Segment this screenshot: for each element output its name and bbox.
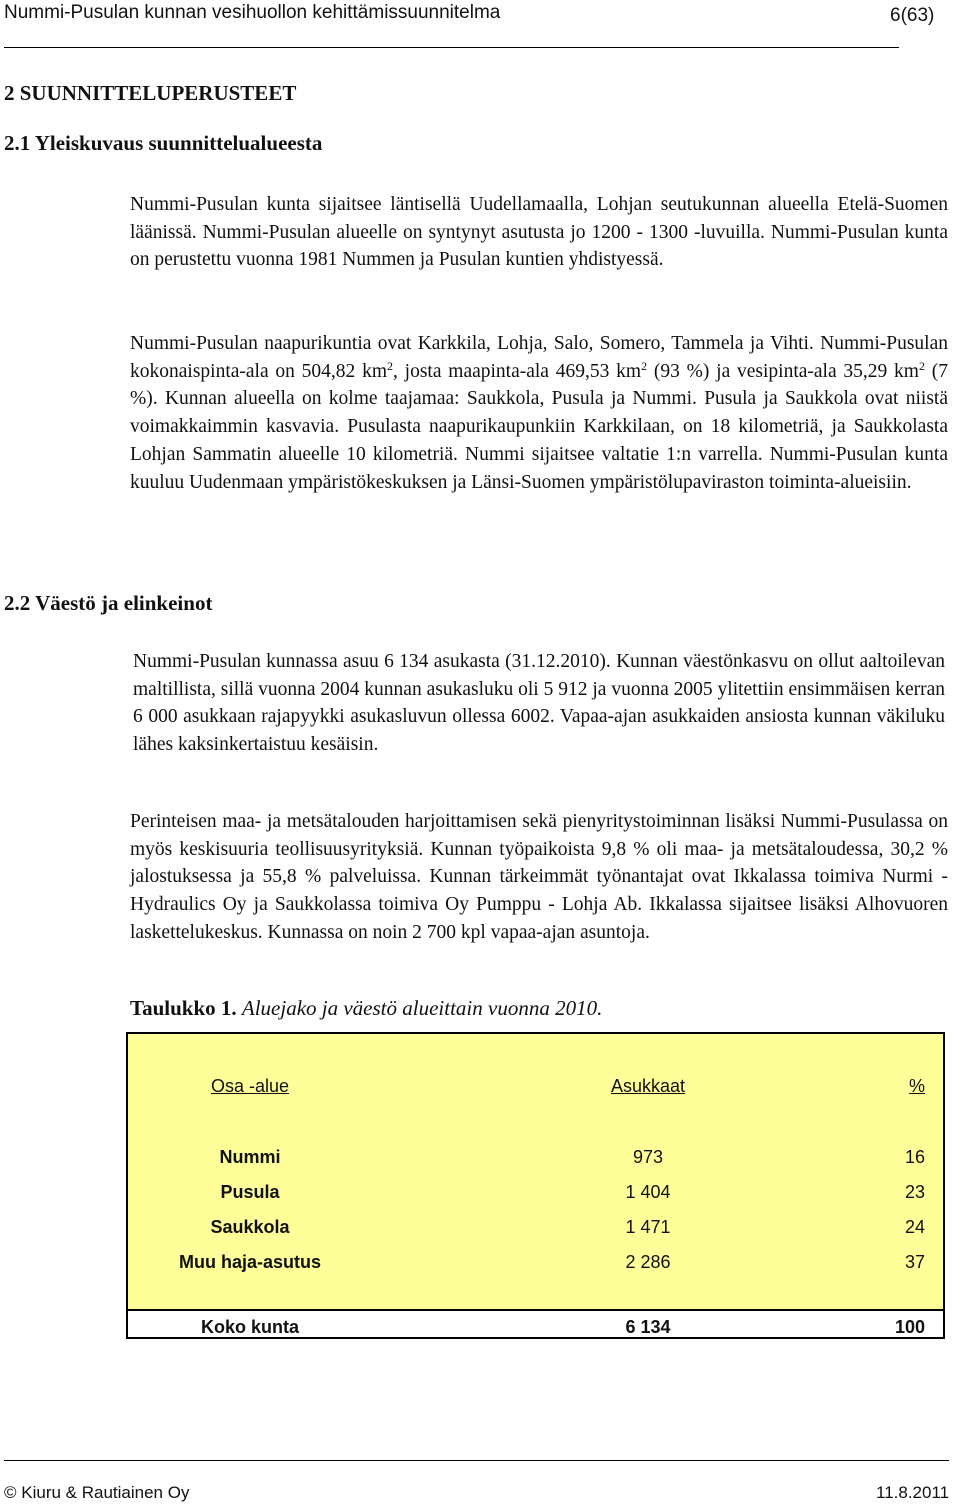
paragraph-industry: Perinteisen maa- ja metsätalouden harjoittamisen sekä pienyritystoiminnan lisäksi Nummi-Pusulassa on myös keskisuuria teollisuusyrityksiä. Kunnan työpaikoista 9,8 % oli maa- ja metsätaloudessa, 30,2 % jalostuksessa ja 55,8 % palveluissa. Kunnan tärkeimmät työnantajat ovat Ikkalassa toimiva Nurmi - Hydraulics Oy ja Saukkolassa toimiva Oy Pumppu - Lohja Ab. Ikkalassa sijaitsee lisäksi Alhovuoren laskettelukeskus. Kunnassa on noin 2 700 kpl vapaa-ajan asuntoja.: [130, 811, 948, 943]
paragraph-location: Nummi-Pusulan kunta sijaitsee läntisellä Uudellamaalla, Lohjan seutukunnan alueella Etelä-Suomen läänissä. Nummi-Pusulan alueelle on syntynyt asutusta jo 1200 - 1300 -luvuilla. Nummi-Pusulan kunta on perustettu vuonna 1981 Nummen ja Pusulan kuntien yhdistyessä.: [130, 194, 948, 271]
table-row-residents: 1 404: [625, 1182, 671, 1202]
section-heading-2-2: 2.2 Väestö ja elinkeinot: [4, 591, 213, 615]
footer-company: © Kiuru & Rautiainen Oy: [4, 1483, 190, 1502]
total-row-percent: 100: [894, 1317, 925, 1337]
table-row-percent: 37: [904, 1252, 925, 1272]
paragraph-neighbours: Nummi-Pusulan naapurikuntia ovat Karkkila, Lohja, Salo, Somero, Tammela ja Vihti. Nummi-Pusulan kokonaispinta-ala on 504,82 $km^2$, josta maapinta-ala 469,53 $km^2$ (93 %) ja vesipinta-ala 35,29 $km^2$ (7 %). Kunnan alueella on kolme taajamaa: Saukkola, Pusula ja Nummi. Pusula ja Saukkola ovat niistä voimakkaimmin kasvavia. Pusulasta naapurikaupunkiin Karkkilaan, on 18 kilometriä, ja Saukkolasta Lohjan Sammatin alueelle 10 kilometriä. Nummi sijaitsee valtatie 1:n varrella. Nummi-Pusulan kunta kuuluu Uudenmaan ympäristökeskuksen ja Länsi-Suomen ympäristölupaviraston toiminta-alueisiin.: [130, 333, 949, 493]
table-row-area: Saukkola: [210, 1217, 290, 1237]
table-row-percent: 24: [904, 1217, 925, 1237]
column-header-area: Osa -alue: [210, 1076, 290, 1096]
table-row-residents: 2 286: [625, 1252, 671, 1272]
column-header-percent: %: [908, 1076, 925, 1096]
column-header-residents: Asukkaat: [610, 1076, 686, 1096]
document-title: Nummi-Pusulan kunnan vesihuollon kehittämissuunnitelma: [4, 2, 501, 23]
table-row-area: Pusula: [220, 1182, 280, 1202]
total-row-divider: [128, 1309, 943, 1311]
page-number: 6(63): [890, 5, 935, 26]
chapter-heading: 2 SUUNNITTELUPERUSTEET: [4, 81, 297, 105]
population-table: [126, 1032, 945, 1339]
paragraph-population: Nummi-Pusulan kunnassa asuu 6 134 asukasta (31.12.2010). Kunnan väestönkasvu on ollut aaltoilevan maltillista, sillä vuonna 2004 kunnan asukasluku oli 5 912 ja vuonna 2005 ylitettiin ensimmäisen kerran 6 000 asukkaan rajapyykki asukasluvun ollessa 6002. Vapaa-ajan asukkaiden ansiosta kunnan väkiluku lähes kaksinkertaistuu kesäisin.: [133, 651, 945, 756]
table-row-area: Muu haja-asutus: [178, 1252, 321, 1272]
table-row-percent: 23: [904, 1182, 925, 1202]
footer-divider: [4, 1460, 949, 1461]
section-heading-2-1: 2.1 Yleiskuvaus suunnittelualueesta: [4, 131, 323, 155]
table-row-residents: 1 471: [625, 1217, 671, 1237]
header-divider: [4, 47, 899, 48]
table-row-residents: 973: [632, 1147, 664, 1167]
table-row-percent: 16: [904, 1147, 925, 1167]
total-row-residents: 6 134: [625, 1317, 671, 1337]
footer-date: 11.8.2011: [876, 1483, 950, 1502]
total-row-area: Koko kunta: [200, 1317, 299, 1337]
table-caption: Taulukko 1. Aluejako ja väestö alueittain vuonna 2010.: [130, 996, 603, 1020]
table-row-area: Nummi: [219, 1147, 281, 1167]
